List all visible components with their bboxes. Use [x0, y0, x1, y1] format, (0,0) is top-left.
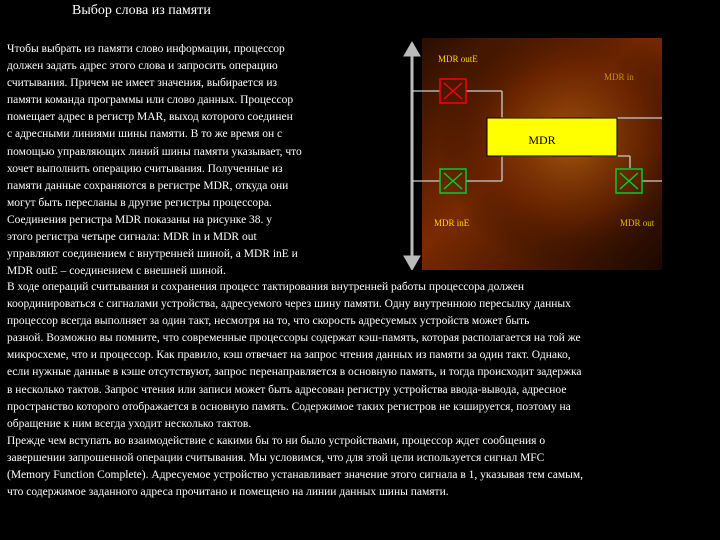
text-line: разной. Возможно вы помните, что современные процессоры содержат кэш-память, которая располагается на той же — [7, 332, 581, 345]
text-line: считывания. Причем не имеет значения, выбирается из — [7, 77, 278, 90]
page-title: Выбор слова из памяти — [72, 3, 211, 18]
text-line: в несколько тактов. Запрос чтения или записи может быть адресован регистру устройства ввода-вывода, адресное — [7, 383, 567, 396]
text-line: помощью управляющих линий шины памяти указывает, что — [7, 145, 302, 158]
text-line: В ходе операций считывания и сохранения процесс тактирования внутренней работы процессора должен — [7, 281, 525, 293]
main-paragraph — [7, 279, 583, 501]
text-line: памяти данные сохраняются в регистре MDR, откуда они — [7, 179, 289, 192]
text-line: (Memory Function Complete). Адресуемое устройство устанавливает значение этого сигнала в 1, указывая тем самым, — [7, 469, 584, 482]
label-mdr-oute: MDR outE — [438, 54, 478, 64]
text-line: памяти команда программы или слово данных. Процессор — [7, 94, 294, 107]
text-line: координироваться с сигналами устройства, адресуемого через шину памяти. Одну внутреннюю пересылку данных — [7, 298, 571, 311]
text-line: управляют соединением с внутренней шиной, а MDR inE и — [7, 248, 298, 261]
mdr-register-label: MDR — [528, 133, 556, 147]
text-line: обращение к ним всегда уходит несколько тактов. — [7, 417, 252, 430]
label-mdr-ine: MDR inE — [434, 218, 470, 228]
text-line: процессор всегда выполняет за один такт, несмотря на то, что скорость адресуемых устройств может быть — [7, 315, 530, 328]
label-mdr-in: MDR in — [604, 72, 634, 82]
text-line: помещает адрес в регистр MAR, выход которого соединен — [7, 111, 293, 124]
intro-paragraph — [7, 41, 302, 280]
text-line: Прежде чем вступать во взаимодействие с какими бы то ни было устройствами, процессор ждет сообщения о — [7, 434, 546, 447]
text-line: с адресными линиями шины памяти. В то же время он с — [7, 128, 283, 141]
text-line: должен задать адрес этого слова и запросить операцию — [7, 60, 278, 73]
text-line: пространство которого отображается в основную память. Содержимое таких регистров не кэшируется, поэтому на — [7, 400, 571, 413]
label-mdr-out: MDR out — [620, 218, 655, 228]
text-line: завершении запрошенной операции считывания. Мы условимся, что для этой цели используется сигнал MFC — [7, 451, 545, 464]
text-line: Соединения регистра MDR показаны на рисунке 38. у — [7, 213, 273, 226]
mdr-diagram — [392, 38, 662, 270]
text-line: хочет выполнить операцию считывания. Полученные из — [7, 162, 283, 175]
text-line: если нужные данные в кэше отсутствуют, запрос перенаправляется в основную память, и тогда происходит задержка — [7, 366, 582, 379]
external-bus-arrow — [404, 42, 420, 270]
text-line: MDR outE – соединением с внешней шиной. — [7, 265, 226, 278]
text-line: могут быть пересланы в другие регистры процессора. — [7, 196, 272, 209]
text-line: что содержимое заданного адреса прочитано и помещено на линии данных шины памяти. — [7, 486, 449, 499]
text-line: этого регистра четыре сигнала: MDR in и MDR out — [7, 231, 257, 244]
text-line: Чтобы выбрать из памяти слово информации, процессор — [7, 43, 285, 55]
text-line: микросхеме, что и процессор. Как правило, кэш отвечает на запрос чтения данных из памяти за один такт. Однако, — [7, 349, 571, 362]
